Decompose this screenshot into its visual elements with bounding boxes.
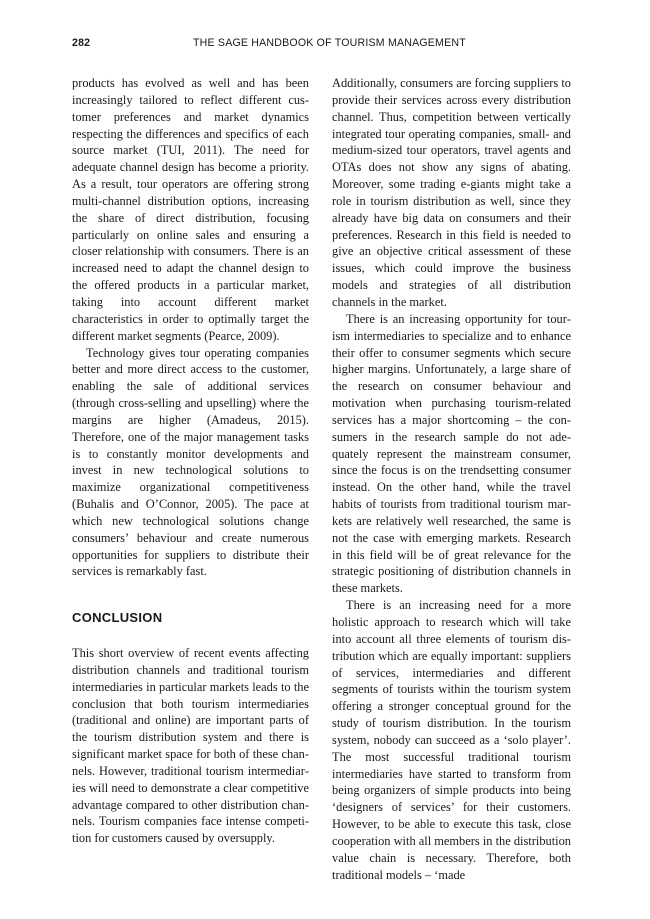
right-paragraph-2: There is an increasing opportunity for tourism intermediaries to specialize and to enhance their offer to consumer segments which secure higher margins. Unfortunately, a large share of the research on consumer behaviour and motivation when purchasing tourism-related services has a major shortcoming – the consumers in the research sample do not adequately represent the mainstream consumer, since the focus is on the trendsetting consumer instead. On the other hand, while the travel habits of tourists from traditional tourism markets are relatively well researched, the same is not the case with emerging markets. Research in this field will be of great relevance for the strategic positioning of distribution channels in these markets. — [332, 311, 571, 596]
running-title: THE SAGE HANDBOOK OF TOURISM MANAGEMENT — [193, 37, 466, 49]
right-paragraph-3: There is an increasing need for a more holistic approach to research which will take into account all three elements of tourism distribution which are equally important: suppliers of services, intermediaries and different segments of tourists within the tourism system offering a stronger conceptual ground for the study of tourism distribution. In the tourism system, nobody can succeed as a ‘solo player’. The most successful traditional tourism intermediaries have started to transform from being organizers of simple products into being ‘designers of services’ for their customers. However, to be able to execute this task, close cooperation with all members in the distribution value chain is necessary. Therefore, both traditional models – ‘made — [332, 598, 571, 882]
conclusion-paragraph-1: This short overview of recent events affecting distribution channels and traditional tourism intermediaries in particular markets leads to the conclusion that both tourism intermediaries (traditional and online) are important parts of the tourism distribution system and there is significant market space for both of these channels. However, traditional tourism intermediaries will need to demonstrate a clear competitive advantage compared to other distribution channels. Tourism companies face intense competition for customers caused by oversupply. — [72, 646, 309, 846]
right-column — [332, 75, 571, 884]
conclusion-column — [72, 645, 309, 847]
page-number: 282 — [72, 37, 91, 49]
conclusion-heading: CONCLUSION — [72, 610, 163, 625]
right-paragraph-1: Additionally, consumers are forcing suppliers to provide their services across every distribution channel. Thus, competition between vertically integrated tour operating companies, small- and medium-sized tour operators, travel agents and OTAs does not show any signs of abating. Moreover, some trading e-giants might take a role in tourism distribution as well, since they already have big data on consumers and their preferences. Research in this field is needed to give an objective critical assessment of these issues, which could improve the business models and strategies of all distribution channels in the market. — [332, 76, 571, 309]
running-header — [72, 37, 570, 53]
left-paragraph-1: products has evolved as well and has been increasingly tailored to reflect different customer preferences and market dynamics respecting the differences and specifics of each source market (TUI, 2011). The need for adequate channel design has become a priority. As a result, tour operators are offering strong multi-channel distribution options, increasing the share of direct distribution, focusing particularly on online sales and ensuring a closer relationship with consumers. There is an increased need to adapt the channel design to the offered products in a particular market, taking into account different market characteristics in order to optimally target the different market segments (Pearce, 2009). — [72, 76, 309, 343]
left-column — [72, 75, 309, 580]
left-paragraph-2: Technology gives tour operating companies better and more direct access to the customer, enabling the sale of additional services (through cross-selling and upselling) where the margins are higher (Amadeus, 2015). Therefore, one of the major management tasks is to constantly monitor developments and invest in new technological solutions to maximize organizational competitiveness (Buhalis and O’Connor, 2005). The pace at which new technological solutions change consumers’ behaviour and create numerous opportunities for suppliers to distribute their services is remarkably fast. — [72, 345, 309, 579]
